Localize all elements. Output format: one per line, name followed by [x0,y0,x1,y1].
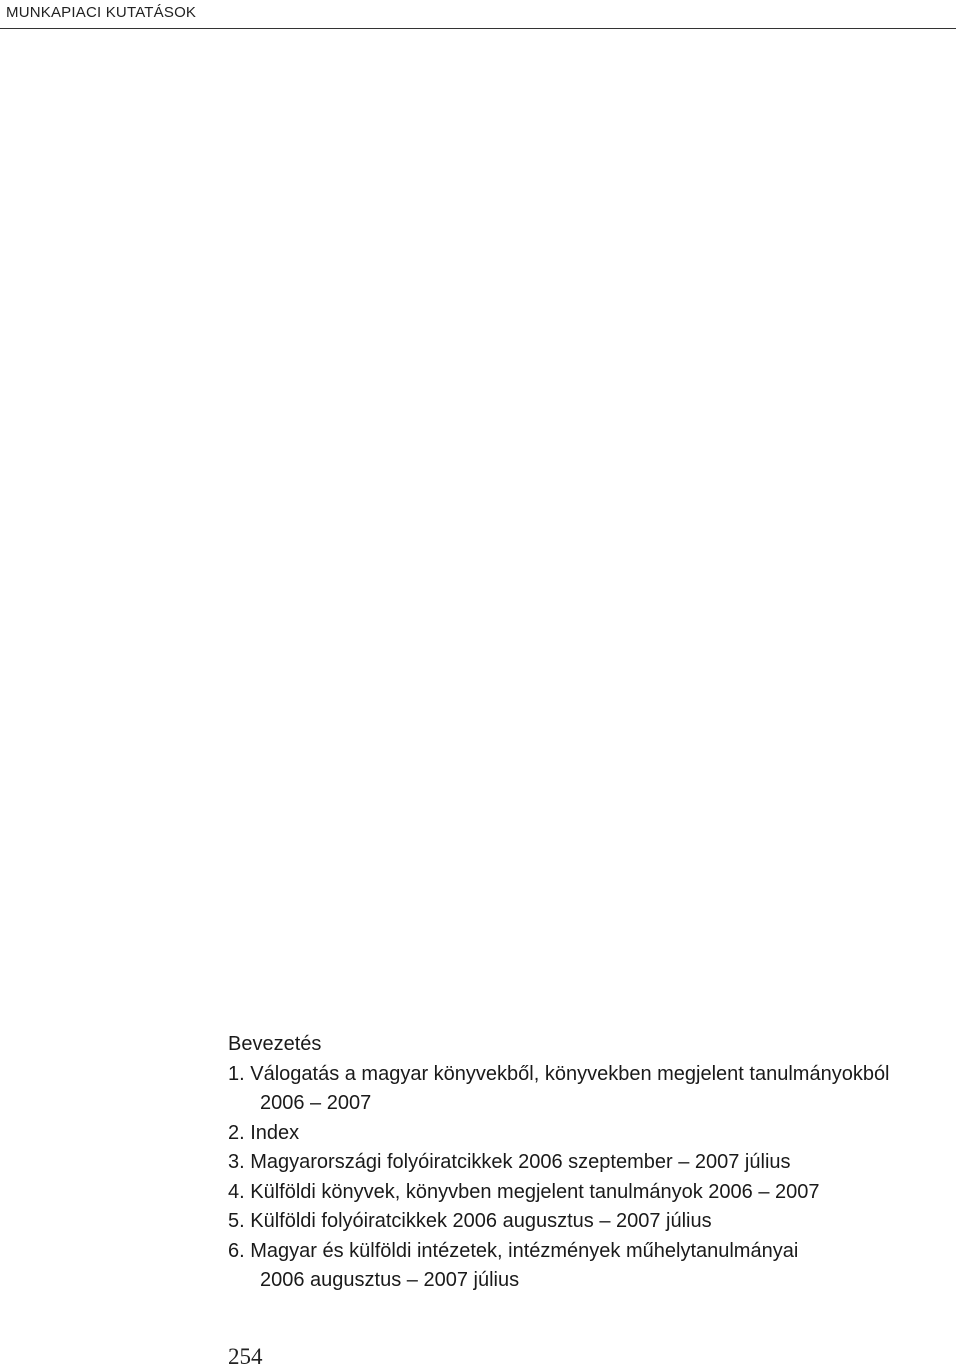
toc-item-6-line2: 2006 augusztus – 2007 július [260,1269,520,1291]
toc-item-3-line1: 3. Magyarországi folyóiratcikkek 2006 szeptember – 2007 július [228,1151,791,1173]
toc-item-4 [228,1178,948,1208]
toc-item-1-line2: 2006 – 2007 [260,1092,372,1114]
toc-item-6 [228,1237,948,1296]
toc-item-2-line1: 2. Index [228,1121,300,1144]
toc-item-1-line1: 1. Válogatás a magyar könyvekből, könyvekben megjelent tanulmányokból [228,1062,890,1085]
toc-item-6-line1: 6. Magyar és külföldi intézetek, intézmények műhelytanulmányai [228,1239,799,1262]
toc-item-5 [228,1207,948,1237]
toc-item-5-line1: 5. Külföldi folyóiratcikkek 2006 augusztus – 2007 július [228,1210,712,1232]
toc-item-1 [228,1060,948,1119]
page-number: 254 [228,1344,263,1369]
toc-item-4-line1: 4. Külföldi könyvek, könyvben megjelent tanulmányok 2006 – 2007 [228,1180,820,1203]
toc-item-2 [228,1119,948,1149]
running-header: MUNKAPIACI KUTATÁSOK [6,4,197,21]
table-of-contents [228,1030,948,1296]
header-rule [0,28,956,29]
toc-item-3 [228,1148,948,1178]
toc-intro: Bevezetés [228,1033,322,1055]
